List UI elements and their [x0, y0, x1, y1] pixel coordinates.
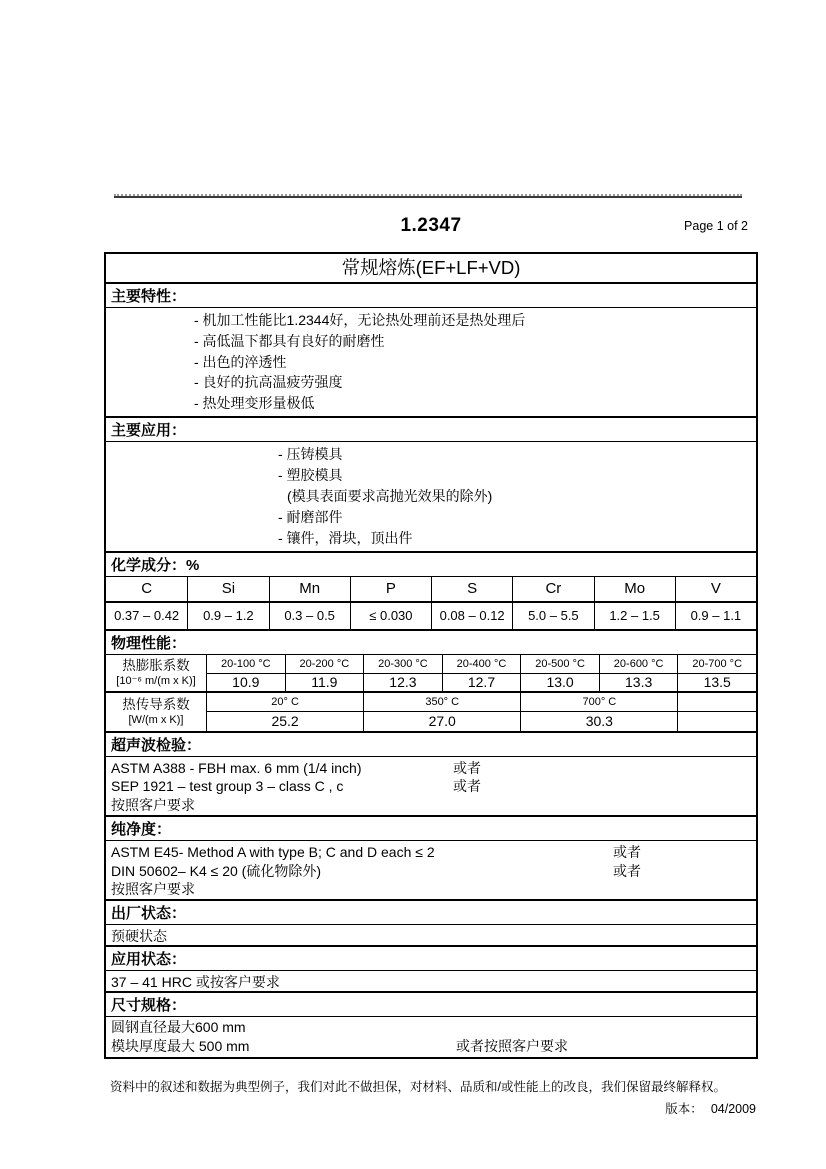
ultrasonic-row [111, 777, 756, 795]
purity-spec: ASTM E45- Method A with type B; C and D each ≤ 2 [111, 844, 435, 861]
thermal-conductivity-label: 热传导系数 [122, 696, 190, 712]
chem-element-header-cell: V [675, 577, 756, 603]
melting-route-header: 常规熔炼(EF+LF+VD) [106, 254, 756, 284]
feature-item: - 出色的淬透性 [194, 353, 287, 370]
chem-value-cell: 0.08 – 0.12 [431, 603, 512, 629]
page-indicator: Page 1 of 2 [684, 219, 748, 233]
section-application-state-title: 应用状态： [106, 947, 756, 971]
expansion-value-cell: 12.3 [363, 674, 442, 693]
ultrasonic-row [111, 759, 756, 777]
or-alternative-label: 或者 [613, 844, 641, 861]
section-ultrasonic-title: 超声波检验： [106, 733, 756, 757]
chem-value-cell: 0.9 – 1.1 [675, 603, 756, 629]
purity-content [106, 841, 756, 901]
chem-element-header-cell: Si [187, 577, 268, 603]
feature-item: - 高低温下都具有良好的耐磨性 [194, 332, 385, 349]
application-item: - 塑胶模具 [278, 466, 343, 483]
ultrasonic-content [106, 757, 756, 817]
section-physical-title: 物理性能： [106, 631, 756, 655]
expansion-temp-cell: 20-200 °C [285, 655, 364, 674]
thermal-expansion-label-cell [106, 655, 206, 693]
or-alternative-label: 或者 [613, 862, 641, 879]
purity-spec: DIN 50602– K4 ≤ 20 (硫化物除外) [111, 862, 321, 879]
conductivity-temp-cell: 20° C [206, 693, 363, 712]
expansion-value-cell: 12.7 [442, 674, 521, 693]
chem-value-cell: 0.9 – 1.2 [187, 603, 268, 629]
conductivity-empty-cell [677, 712, 756, 731]
or-alternative-label: 或者 [453, 759, 481, 776]
chem-element-header-cell: Cr [512, 577, 593, 603]
thermal-conductivity-unit: [W/(m x K)] [128, 713, 184, 726]
chem-value-cell: 5.0 – 5.5 [512, 603, 593, 629]
section-chemistry-title: 化学成分：% [106, 553, 756, 577]
ultrasonic-row [111, 796, 756, 814]
section-delivery-title: 出厂状态： [106, 901, 756, 925]
purity-row [111, 843, 756, 861]
feature-item: - 热处理变形量极低 [194, 395, 315, 412]
thermal-expansion-label: 热膨胀系数 [122, 657, 190, 673]
top-divider-line [114, 194, 742, 198]
thermal-expansion-unit: [10⁻⁶ m/(m x K)] [116, 674, 196, 687]
version-label: 版本： [665, 1102, 703, 1116]
expansion-value-cell: 10.9 [206, 674, 285, 693]
chem-element-header-cell: Mo [594, 577, 675, 603]
expansion-temp-cell: 20-300 °C [363, 655, 442, 674]
dimension-line [111, 1018, 756, 1037]
dimension-round-bar: 圆钢直径最大600 mm [111, 1019, 246, 1036]
spec-sheet-table [104, 252, 758, 1059]
dimension-line [111, 1037, 756, 1056]
section-dimensions-title: 尺寸规格： [106, 993, 756, 1017]
conductivity-temp-cell: 350° C [363, 693, 520, 712]
application-item: - 耐磨部件 [278, 508, 343, 525]
chem-element-header-cell: S [431, 577, 512, 603]
application-item: - 镶件，滑块，顶出件 [278, 529, 413, 546]
version-line [665, 1099, 756, 1117]
expansion-value-cell: 13.5 [677, 674, 756, 693]
ultrasonic-spec: SEP 1921 – test group 3 – class C , c [111, 778, 344, 795]
ultrasonic-spec: 按照客户要求 [111, 796, 195, 813]
expansion-value-cell: 13.3 [599, 674, 678, 693]
dimension-block: 模块厚度最大 500 mm [111, 1037, 250, 1054]
section-features-title: 主要特性： [106, 284, 756, 308]
expansion-value-cell: 11.9 [285, 674, 364, 693]
or-alternative-label: 或者 [453, 778, 481, 795]
conductivity-value-cell: 27.0 [363, 712, 520, 731]
chem-value-cell: 1.2 – 1.5 [594, 603, 675, 629]
expansion-temp-cell: 20-400 °C [442, 655, 521, 674]
ultrasonic-spec: ASTM A388 - FBH max. 6 mm (1/4 inch) [111, 759, 362, 776]
purity-row [111, 862, 756, 880]
section-applications-title: 主要应用： [106, 418, 756, 442]
expansion-temp-cell: 20-500 °C [520, 655, 599, 674]
feature-item: - 机加工性能比1.2344好，无论热处理前还是热处理后 [194, 312, 526, 328]
footer-disclaimer: 资料中的叙述和数据为典型例子，我们对此不做担保，对材料、品质和/或性能上的改良，我们保留最终解释权。 [110, 1080, 726, 1094]
chemistry-table [106, 577, 756, 631]
page-title: 1.2347 [400, 215, 462, 236]
conductivity-value-cell: 25.2 [206, 712, 363, 731]
chem-value-cell: 0.37 – 0.42 [114, 608, 180, 624]
dimensions-alternative: 或者按照客户要求 [456, 1037, 568, 1054]
version-value: 04/2009 [710, 1102, 756, 1116]
section-purity-title: 纯净度： [106, 817, 756, 841]
expansion-value-cell: 13.0 [520, 674, 599, 693]
chem-element-header-cell: P [350, 577, 431, 603]
chem-value-cell: 0.3 – 0.5 [269, 603, 350, 629]
expansion-temp-cell: 20-600 °C [599, 655, 678, 674]
expansion-temp-cell: 20-100 °C [206, 655, 285, 674]
purity-spec: 按照客户要求 [111, 880, 195, 897]
physical-properties-table [106, 655, 756, 733]
chem-element-header-cell: C [106, 577, 187, 603]
thermal-conductivity-label-cell [106, 693, 206, 731]
conductivity-empty-cell [677, 693, 756, 712]
expansion-temp-cell: 20-700 °C [677, 655, 756, 674]
dimensions-content [106, 1017, 756, 1057]
chem-value-cell: ≤ 0.030 [350, 603, 431, 629]
delivery-state-value: 预硬状态 [106, 925, 756, 947]
conductivity-value-cell: 30.3 [520, 712, 677, 731]
conductivity-temp-cell: 700° C [520, 693, 677, 712]
application-item: - 压铸模具 [278, 445, 343, 462]
application-item-note: (模具表面要求高抛光效果的除外) [287, 487, 493, 504]
application-state-value: 37 – 41 HRC 或按客户要求 [106, 971, 756, 993]
features-list [106, 308, 756, 416]
applications-list [106, 442, 756, 551]
feature-item: - 良好的抗高温疲劳强度 [194, 374, 343, 391]
chem-element-header-cell: Mn [269, 577, 350, 603]
purity-row [111, 880, 756, 898]
